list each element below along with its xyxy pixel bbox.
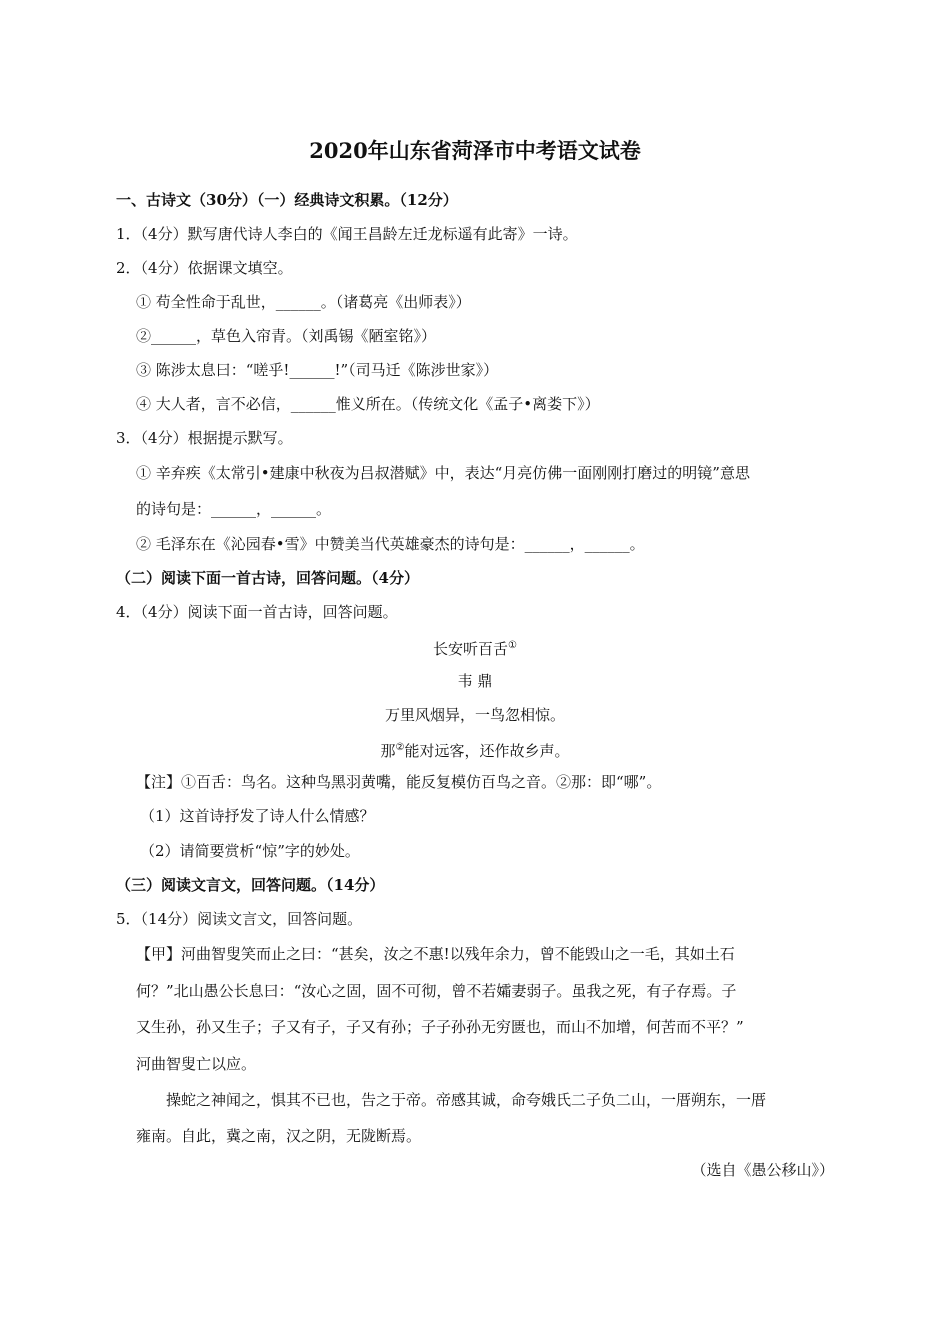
question-3-item-1-line-1: ① 辛弃疾《太常引•建康中秋夜为吕叔潜赋》中，表达“月亮仿佛一面刚刚打磨过的明镜”意思 xyxy=(136,464,750,482)
poem-title-footnote-mark: ① xyxy=(508,640,517,651)
question-5-stem: 5．（14分）阅读文言文，回答问题。 xyxy=(116,910,363,928)
section-heading-3: （三）阅读文言文，回答问题。（14分） xyxy=(116,876,385,894)
passage-source: （选自《愚公移山》） xyxy=(691,1161,834,1179)
poem-line-2 xyxy=(0,738,950,761)
question-2-item-2: ②______，草色入帘青。（刘禹锡《陋室铭》） xyxy=(136,327,437,345)
section-heading-1: 一、古诗文（30分）（一）经典诗文积累。（12分） xyxy=(116,191,458,209)
question-4-sub-2: （2）请简要赏析“惊”字的妙处。 xyxy=(140,842,360,860)
question-3-item-2: ② 毛泽东在《沁园春•雪》中赞美当代英雄豪杰的诗句是：______，______。 xyxy=(136,535,645,553)
question-1: 1．（4分）默写唐代诗人李白的《闻王昌龄左迁龙标遥有此寄》一诗。 xyxy=(116,225,578,243)
poem-note: 【注】①百舌：鸟名。这种鸟黑羽黄嘴，能反复模仿百鸟之音。②那：即“哪”。 xyxy=(136,773,662,791)
question-2-stem: 2．（4分）依据课文填空。 xyxy=(116,259,293,277)
passage-jia-line-3: 又生孙，孙又生子；子又有子，子又有孙；子子孙孙无穷匮也，而山不加增，何苦而不平？” xyxy=(136,1018,744,1036)
section-heading-2: （二）阅读下面一首古诗，回答问题。（4分） xyxy=(116,569,419,587)
question-2-item-3: ③ 陈涉太息曰：“嗟乎!______!”（司马迁《陈涉世家》） xyxy=(136,361,499,379)
poem-line-2-footnote-mark: ② xyxy=(395,742,405,753)
passage-jia-line-1: 【甲】河曲智叟笑而止之曰：“甚矣，汝之不惠!以残年余力，曾不能毁山之一毛，其如土石 xyxy=(136,945,735,963)
poem-line-2-post: 能对远客，还作故乡声。 xyxy=(404,742,570,760)
page-title: 2020年山东省菏泽市中考语文试卷 xyxy=(309,138,641,163)
passage-jia-line-6: 雍南。自此，冀之南，汉之阴，无陇断焉。 xyxy=(136,1127,422,1145)
passage-jia-line-2: 何？”北山愚公长息曰：“汝心之固，固不可彻，曾不若孀妻弱子。虽我之死，有子存焉。子 xyxy=(136,982,737,1000)
question-3-stem: 3．（4分）根据提示默写。 xyxy=(116,429,293,447)
question-2-item-1: ① 苟全性命于乱世，______。（诸葛亮《出师表》） xyxy=(136,293,471,311)
poem-title-text: 长安听百舌 xyxy=(433,640,509,658)
passage-jia-line-4: 河曲智叟亡以应。 xyxy=(136,1055,257,1073)
question-4-stem: 4．（4分）阅读下面一首古诗，回答问题。 xyxy=(116,603,398,621)
poem-author: 韦 鼎 xyxy=(457,672,493,690)
poem-line-1: 万里风烟异，一鸟忽相惊。 xyxy=(384,706,565,724)
passage-jia-line-5: 操蛇之神闻之，惧其不已也，告之于帝。帝感其诚，命夸娥氏二子负二山，一厝朔东，一厝 xyxy=(166,1091,767,1109)
poem-line-2-pre: 那 xyxy=(380,742,396,760)
question-4-sub-1: （1）这首诗抒发了诗人什么情感？ xyxy=(140,807,375,825)
question-3-item-1-line-2: 的诗句是：______，______。 xyxy=(136,500,332,518)
question-2-item-4: ④ 大人者，言不必信，______惟义所在。（传统文化《孟子•离娄下》） xyxy=(136,395,600,413)
poem-title xyxy=(0,636,950,659)
